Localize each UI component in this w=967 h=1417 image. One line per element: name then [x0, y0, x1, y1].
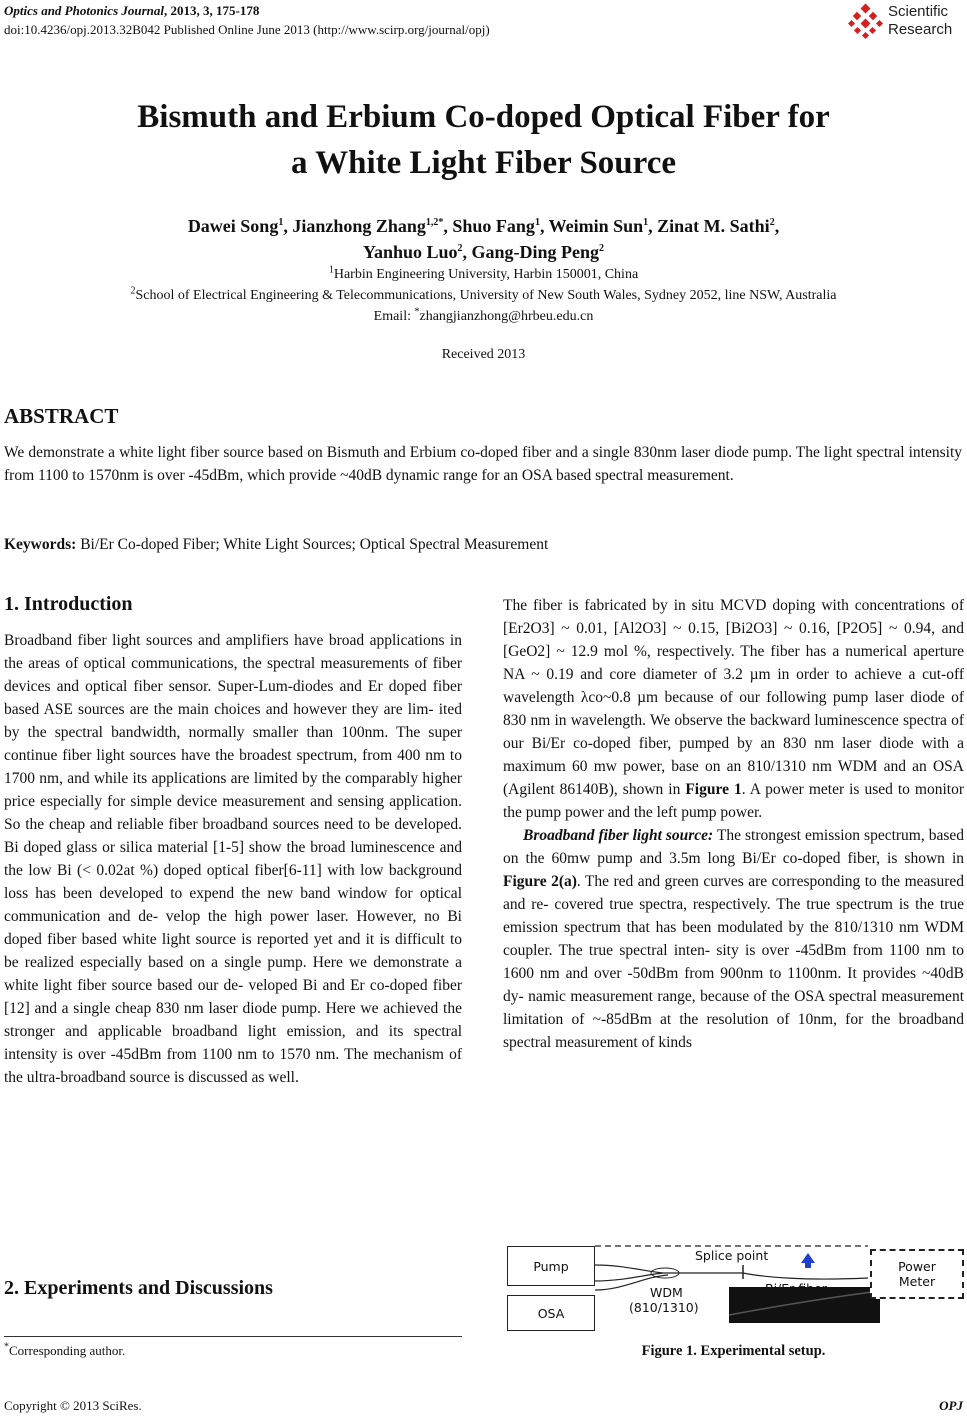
author-sup: 2 — [457, 243, 463, 254]
author: , Weimin Sun — [539, 216, 644, 236]
author-separator: , — [774, 216, 780, 236]
author: Dawei Song — [187, 216, 279, 236]
figure-ref[interactable]: Figure 2(a) — [503, 873, 577, 890]
author: , Zinat M. Sathi — [648, 216, 770, 236]
section-heading-introduction: 1. Introduction — [4, 593, 133, 615]
wdm-label: WDM — [650, 1285, 683, 1300]
affiliations — [0, 264, 967, 327]
keywords — [4, 536, 548, 554]
paragraph-lead: Broadband fiber light source: — [523, 827, 714, 844]
paper-title — [0, 94, 967, 186]
scirp-logo-icon — [848, 3, 886, 41]
author: , Jianzhong Zhang — [283, 216, 426, 236]
figure-1-diagram — [503, 1243, 966, 1328]
author-sup: 2 — [769, 217, 775, 228]
section-heading-experiments: 2. Experiments and Discussions — [4, 1277, 273, 1299]
affiliation-1: $^1$Harbin Engineering University, Harbin 150001, China — [328, 264, 639, 282]
fiber-label: Bi/Er fiber — [765, 1281, 827, 1296]
osa-box: OSA — [507, 1295, 595, 1331]
introduction-text — [4, 629, 462, 1089]
paragraph: Broadband fiber light source: The strongest emission spectrum, based on the 60mw pump and 3.5m long Bi/Er co-doped fiber, is shown in Figure 2(a). The red and green curves are corresponding to the measured and re- covered true spectra, respectively. The true spectrum is the true emission spectrum that has been modulated by the 810/1310 nm WDM coupler. The true spectral inten- sity is over -45dBm from 1100 nm to 1600 nm and over -50dBm from 900nm to 1100nm. It provides ~40dB dy- namic measurement range, because of the OSA spectral measurement limitation of ~-85dBm at the resolution of 10nm, for the broadband spectral measurement of kinds — [503, 827, 965, 1051]
author: , Gang-Ding Peng — [462, 242, 600, 262]
journal-volume: , 2013, 3, 175-178 — [164, 3, 260, 18]
footnote-divider — [4, 1336, 462, 1337]
author-sup: 1 — [278, 217, 284, 228]
author-sup: 1 — [534, 217, 540, 228]
doi-line: doi:10.4236/opj.2013.32B042 Published Online June 2013 (http://www.scirp.org/journal/opj) — [4, 22, 490, 37]
paragraph: The fiber is fabricated by in situ MCVD doping with concentrations of [Er2O3] ~ 0.01, [Al2O3] ~ 0.15, [Bi2O3] ~ 0.16, [P2O5] ~ 0.94, and [GeO2] ~ 12.9 mol %, respectively. The fiber has a numerical aperture NA ~ 0.19 and core diameter of 3.2 µm in order to achieve a cut-off wavelength λco~0.8 µm because of our following pump laser diode of 830 nm in wavelength. We observe the backward luminescence spectra of our Bi/Er co-doped fiber, pumped by an 830 nm laser diode with a maximum 60 mw power, base on an 810/1310 nm WDM and an OSA (Agilent 86140B), shown in Figure 1. A power meter is used to monitor the pump power and the left pump power. — [503, 597, 965, 821]
splice-point-label: Splice point — [695, 1248, 769, 1263]
wdm-spec-label: (810/1310) — [629, 1300, 699, 1315]
keywords-label: Keywords: — [4, 536, 77, 553]
title-line-2: a White Light Fiber Source — [290, 145, 676, 181]
journal-header — [4, 3, 259, 19]
paragraph: Broadband fiber light sources and amplifiers have broad applications in the areas of optical communications, the spectral measurements of fiber devices and optical fiber sensor. Super-Lum-diodes and Er doped fiber based ASE sources are the main choices and however they are lim- ited by the spectral bandwidth, normally smaller than 100nm. The super continue fiber light sources have the broadest spectrum, from 400 nm to 1700 nm, and while its applications are limited by the comparably higher price especially for simple device measurement and sensing application. So the cheap and reliable fiber broadband sources need to be developed. Bi doped glass or silica material [1-5] show the broad luminescence and the low Bi (< 0.02at %) doped optical fiber[6-11] with low background loss has been developed to expend the new band window for optical communication and de- velop the high power laser. However, no Bi doped fiber based white light source is reported yet and it is difficult to be realized especially based on a single pump. Here we demonstrate a white light fiber source based our de- veloped Bi and Er co-doped fiber [12] and a single cheap 830 nm laser diode pump. Here we achieved the stronger and applicable broadband light emission, and its spectral intensity is over -45dBm from 1100 nm to 1570 nm. The mechanism of the ultra-broadband source is discussed as well. — [4, 632, 462, 1086]
power-meter-box: Power Meter — [870, 1249, 964, 1299]
title-line-1: Bismuth and Erbium Co-doped Optical Fiber for — [137, 99, 830, 135]
journal-name: Optics and Photonics Journal — [4, 3, 165, 18]
abstract-heading: ABSTRACT — [4, 404, 119, 428]
author: , Shuo Fang — [443, 216, 535, 236]
author-sup: 1 — [643, 217, 649, 228]
logo-text-research: Research — [888, 21, 953, 38]
email-address[interactable]: zhangjianzhong@hrbeu.edu.cn — [419, 309, 594, 324]
pump-box: Pump — [507, 1246, 595, 1286]
author-sup: 1,2* — [425, 217, 444, 228]
copyright: Copyright © 2013 SciRes. — [4, 1398, 142, 1413]
figure-1-caption: Figure 1. Experimental setup. — [641, 1343, 826, 1359]
keywords-text: Bi/Er Co-doped Fiber; White Light Sources; Optical Spectral Measurement — [76, 536, 549, 553]
logo-text-scientific: Scientific — [888, 3, 949, 20]
affiliation-2: $^2$School of Electrical Engineering & Telecommunications, University of New South Wales, Sydney 2052, line NSW, Australia — [130, 285, 837, 303]
figure-ref[interactable]: Figure 1 — [685, 781, 742, 798]
publisher-logo — [848, 3, 966, 43]
author-list — [0, 213, 967, 265]
received-date: Received 2013 — [441, 347, 526, 362]
footnote: *Corresponding author. — [4, 1341, 126, 1358]
experiments-text — [503, 594, 964, 1054]
journal-abbrev: OPJ — [939, 1398, 963, 1413]
abstract-text: We demonstrate a white light fiber source based on Bismuth and Erbium co-doped fiber and a single 830nm laser diode pump. The light spectral intensity from 1100 to 1570nm is over -45dBm, which provide ~40dB dynamic range for an OSA based spectral measurement. — [4, 444, 962, 484]
email-line: Email: *zhangjianzhong@hrbeu.edu.cn — [373, 306, 594, 324]
author: Yanhuo Luo — [362, 242, 458, 262]
author-sup: 2 — [599, 243, 605, 254]
